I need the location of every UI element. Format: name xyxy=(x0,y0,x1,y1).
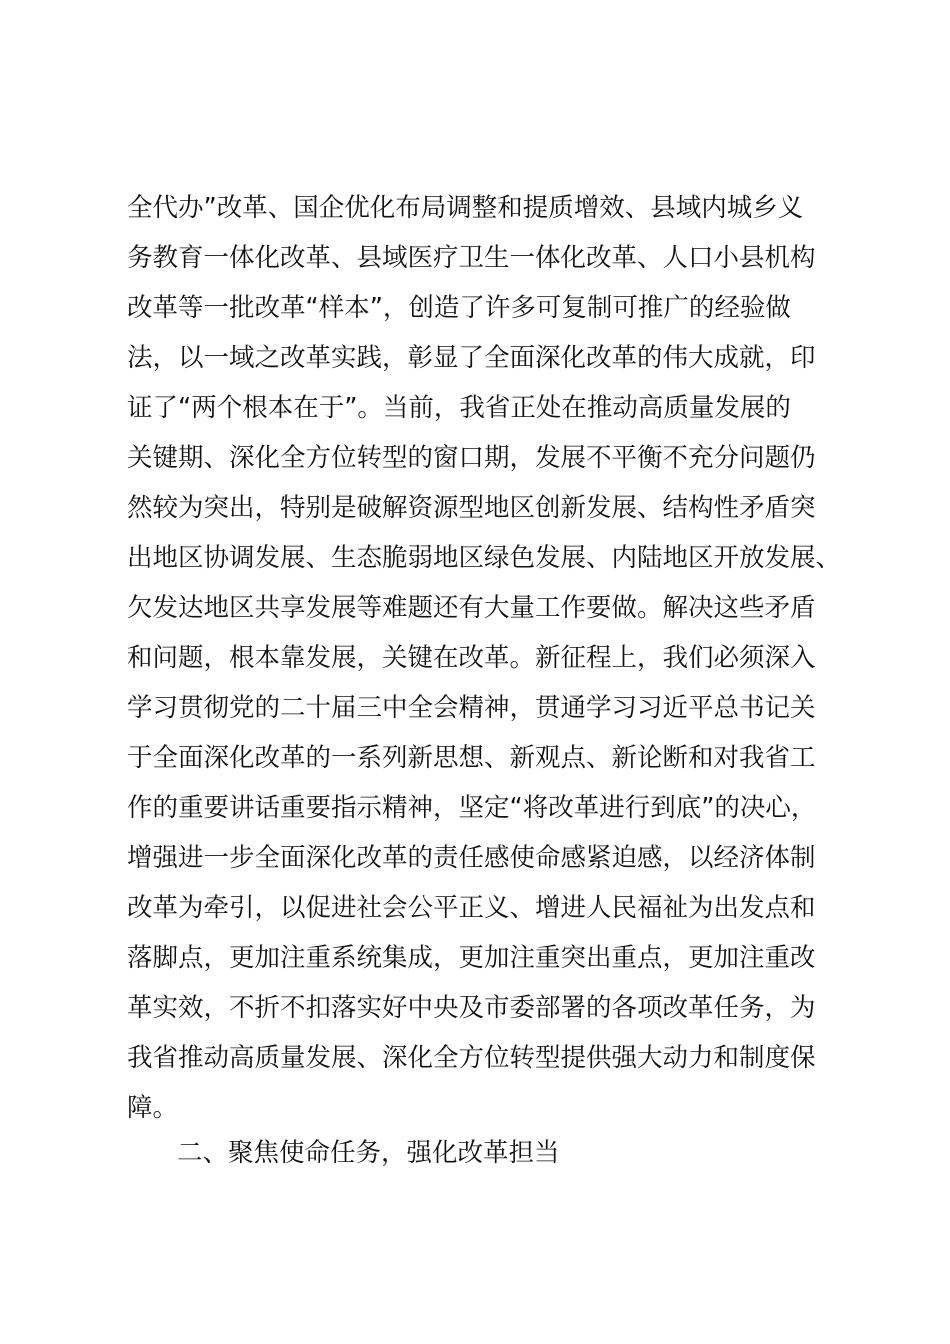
paragraph-line: 于全面深化改革的一系列新思想、新观点、新论断和对我省工 xyxy=(127,743,816,773)
paragraph-line: 和问题，根本靠发展，关键在改革。新征程上，我们必须深入 xyxy=(127,643,816,673)
paragraph-line: 作的重要讲话重要指示精神，坚定“将改革进行到底”的决心， xyxy=(127,793,817,823)
paragraph-line: 出地区协调发展、生态脆弱地区绿色发展、内陆地区开放发展、 xyxy=(127,543,842,573)
paragraph-line: 关键期、深化全方位转型的窗口期，发展不平衡不充分问题仍 xyxy=(127,443,816,473)
paragraph-line: 欠发达地区共享发展等难题还有大量工作要做。解决这些矛盾 xyxy=(127,593,816,623)
paragraph-line: 学习贯彻党的二十届三中全会精神，贯通学习习近平总书记关 xyxy=(127,693,816,723)
paragraph-line: 全代办”改革、国企优化布局调整和提质增效、县域内城乡义 xyxy=(127,193,804,223)
section-heading: 二、聚焦使命任务，强化改革担当 xyxy=(177,1138,560,1168)
paragraph-line: 改革等一批改革“样本”，创造了许多可复制可推广的经验做 xyxy=(127,293,791,323)
paragraph-line: 革实效，不折不扣落实好中央及市委部署的各项改革任务，为 xyxy=(127,993,816,1023)
paragraph-line: 增强进一步全面深化改革的责任感使命感紧迫感，以经济体制 xyxy=(127,843,816,873)
paragraph-line: 法，以一域之改革实践，彰显了全面深化改革的伟大成就，印 xyxy=(127,343,816,373)
paragraph-line: 障。 xyxy=(127,1093,179,1123)
paragraph-line: 落脚点，更加注重系统集成，更加注重突出重点，更加注重改 xyxy=(127,943,816,973)
paragraph-line: 我省推动高质量发展、深化全方位转型提供强大动力和制度保 xyxy=(127,1043,816,1073)
body-paragraph xyxy=(127,183,927,1133)
paragraph-line: 证了“两个根本在于”。当前，我省正处在推动高质量发展的 xyxy=(127,393,791,423)
paragraph-line: 然较为突出，特别是破解资源型地区创新发展、结构性矛盾突 xyxy=(127,493,816,523)
paragraph-line: 改革为牵引，以促进社会公平正义、增进人民福祉为出发点和 xyxy=(127,893,816,923)
paragraph-line: 务教育一体化改革、县域医疗卫生一体化改革、人口小县机构 xyxy=(127,243,816,273)
